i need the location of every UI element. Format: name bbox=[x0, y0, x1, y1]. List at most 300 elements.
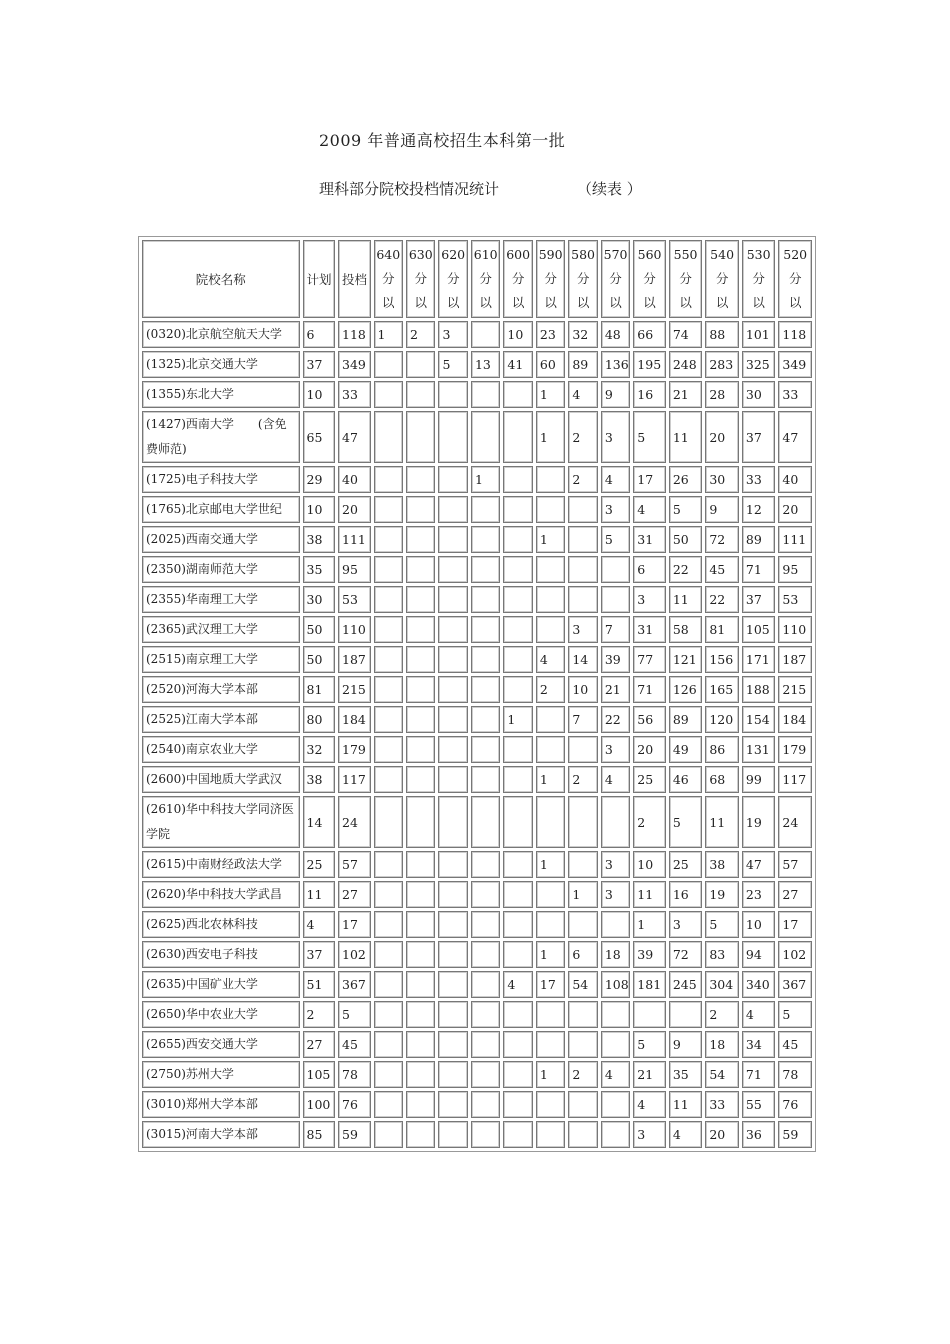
table-row bbox=[142, 706, 812, 733]
column-header: 投档 bbox=[338, 240, 371, 318]
table-cell: 367 bbox=[778, 971, 812, 998]
school-name-cell: (1725)电子科技大学 bbox=[142, 466, 300, 493]
table-cell: 6 bbox=[568, 941, 597, 968]
table-cell: 50 bbox=[303, 616, 336, 643]
table-cell bbox=[471, 1001, 500, 1028]
table-cell: 24 bbox=[338, 796, 371, 848]
table-cell: 4 bbox=[303, 911, 336, 938]
column-header: 院校名称 bbox=[142, 240, 300, 318]
table-cell: 39 bbox=[601, 646, 630, 673]
table-cell bbox=[374, 351, 403, 378]
table-cell: 13 bbox=[471, 351, 500, 378]
school-name-cell: (2615)中南财经政法大学 bbox=[142, 851, 300, 878]
table-cell: 4 bbox=[601, 1061, 630, 1088]
table-cell: 46 bbox=[669, 766, 703, 793]
table-cell: 4 bbox=[742, 1001, 776, 1028]
table-cell: 20 bbox=[633, 736, 666, 763]
table-cell: 37 bbox=[303, 941, 336, 968]
table-cell: 3 bbox=[601, 881, 630, 908]
table-cell: 20 bbox=[705, 1121, 739, 1148]
table-cell: 45 bbox=[705, 556, 739, 583]
table-cell: 66 bbox=[633, 321, 666, 348]
table-cell bbox=[601, 1091, 630, 1118]
column-header-part: 分 bbox=[788, 271, 802, 286]
table-cell: 23 bbox=[742, 881, 776, 908]
table-cell: 57 bbox=[338, 851, 371, 878]
table-cell bbox=[503, 676, 532, 703]
table-cell bbox=[471, 1061, 500, 1088]
table-cell: 71 bbox=[742, 1061, 776, 1088]
table-cell: 184 bbox=[778, 706, 812, 733]
table-cell: 245 bbox=[669, 971, 703, 998]
table-cell bbox=[503, 466, 532, 493]
table-cell bbox=[374, 466, 403, 493]
column-header-part: 分 bbox=[576, 271, 590, 286]
table-cell: 35 bbox=[303, 556, 336, 583]
column-header-part: 分 bbox=[715, 271, 729, 286]
table-row bbox=[142, 766, 812, 793]
table-cell: 60 bbox=[536, 351, 565, 378]
table-cell bbox=[503, 556, 532, 583]
table-cell: 50 bbox=[303, 646, 336, 673]
table-cell bbox=[568, 1091, 597, 1118]
table-cell bbox=[374, 381, 403, 408]
table-cell: 12 bbox=[742, 496, 776, 523]
column-header-score bbox=[438, 240, 467, 318]
table-cell: 85 bbox=[303, 1121, 336, 1148]
table-cell: 10 bbox=[303, 381, 336, 408]
table-cell bbox=[503, 646, 532, 673]
table-row bbox=[142, 736, 812, 763]
column-header-part: 分 bbox=[511, 271, 525, 286]
column-header-part: 580 bbox=[571, 247, 596, 262]
table-body bbox=[142, 321, 812, 1148]
table-cell: 32 bbox=[303, 736, 336, 763]
table-cell: 5 bbox=[338, 1001, 371, 1028]
table-cell bbox=[536, 496, 565, 523]
table-cell: 11 bbox=[669, 586, 703, 613]
table-cell: 4 bbox=[633, 496, 666, 523]
column-header-score bbox=[406, 240, 435, 318]
table-cell: 340 bbox=[742, 971, 776, 998]
table-cell: 1 bbox=[536, 766, 565, 793]
table-cell: 5 bbox=[633, 411, 666, 463]
subtitle-text: 理科部分院校投档情况统计 bbox=[319, 180, 500, 198]
table-cell: 2 bbox=[406, 321, 435, 348]
table-cell bbox=[374, 556, 403, 583]
table-cell: 16 bbox=[633, 381, 666, 408]
table-cell bbox=[438, 941, 467, 968]
table-cell bbox=[438, 706, 467, 733]
table-cell: 20 bbox=[338, 496, 371, 523]
school-name-cell: (2365)武汉理工大学 bbox=[142, 616, 300, 643]
table-cell bbox=[471, 526, 500, 553]
table-cell bbox=[503, 1061, 532, 1088]
table-cell bbox=[374, 586, 403, 613]
table-cell: 3 bbox=[601, 736, 630, 763]
table-cell bbox=[438, 851, 467, 878]
table-cell: 68 bbox=[705, 766, 739, 793]
column-header-score bbox=[471, 240, 500, 318]
table-cell bbox=[374, 1091, 403, 1118]
table-cell: 38 bbox=[303, 526, 336, 553]
table-cell: 4 bbox=[568, 381, 597, 408]
table-cell bbox=[601, 796, 630, 848]
table-cell: 110 bbox=[778, 616, 812, 643]
table-cell: 49 bbox=[669, 736, 703, 763]
table-row bbox=[142, 321, 812, 348]
table-cell bbox=[503, 1091, 532, 1118]
table-cell bbox=[536, 736, 565, 763]
table-cell: 30 bbox=[303, 586, 336, 613]
column-header-part: 以 bbox=[609, 295, 622, 310]
table-cell bbox=[471, 676, 500, 703]
column-header-part: 570 bbox=[603, 247, 628, 262]
school-name-cell: (1325)北京交通大学 bbox=[142, 351, 300, 378]
table-cell bbox=[438, 971, 467, 998]
table-cell bbox=[471, 321, 500, 348]
table-cell: 195 bbox=[633, 351, 666, 378]
table-cell: 37 bbox=[742, 411, 776, 463]
table-cell bbox=[601, 1031, 630, 1058]
table-cell bbox=[503, 736, 532, 763]
table-cell: 20 bbox=[705, 411, 739, 463]
table-cell: 78 bbox=[778, 1061, 812, 1088]
column-header-part: 分 bbox=[679, 271, 692, 286]
table-cell: 2 bbox=[568, 766, 597, 793]
table-cell: 19 bbox=[742, 796, 776, 848]
table-row bbox=[142, 1001, 812, 1028]
table-cell bbox=[406, 1001, 435, 1028]
table-cell: 19 bbox=[705, 881, 739, 908]
table-cell bbox=[471, 556, 500, 583]
column-header-part: 以 bbox=[576, 295, 590, 310]
column-header-score bbox=[669, 240, 703, 318]
table-cell: 17 bbox=[778, 911, 812, 938]
table-cell bbox=[503, 941, 532, 968]
table-cell: 1 bbox=[536, 526, 565, 553]
table-cell bbox=[503, 911, 532, 938]
column-header: 计划 bbox=[303, 240, 336, 318]
table-cell: 53 bbox=[338, 586, 371, 613]
table-row bbox=[142, 851, 812, 878]
table-cell bbox=[406, 381, 435, 408]
table-row bbox=[142, 676, 812, 703]
table-cell bbox=[471, 971, 500, 998]
table-cell: 11 bbox=[669, 411, 703, 463]
table-cell: 2 bbox=[536, 676, 565, 703]
table-cell bbox=[568, 496, 597, 523]
table-row bbox=[142, 496, 812, 523]
column-header-part: 以 bbox=[544, 295, 557, 310]
table-cell: 7 bbox=[568, 706, 597, 733]
table-cell: 22 bbox=[601, 706, 630, 733]
table-cell bbox=[568, 526, 597, 553]
table-row bbox=[142, 351, 812, 378]
table-cell: 27 bbox=[303, 1031, 336, 1058]
table-cell: 39 bbox=[633, 941, 666, 968]
table-cell: 5 bbox=[669, 496, 703, 523]
table-cell: 4 bbox=[669, 1121, 703, 1148]
table-cell: 54 bbox=[568, 971, 597, 998]
table-cell bbox=[536, 911, 565, 938]
table-cell: 5 bbox=[705, 911, 739, 938]
table-cell bbox=[406, 1121, 435, 1148]
table-cell: 121 bbox=[669, 646, 703, 673]
column-header-part: 640 bbox=[376, 247, 401, 262]
table-cell: 126 bbox=[669, 676, 703, 703]
table-cell: 65 bbox=[303, 411, 336, 463]
table-cell: 2 bbox=[568, 1061, 597, 1088]
table-cell: 57 bbox=[778, 851, 812, 878]
table-cell: 3 bbox=[601, 851, 630, 878]
table-header-row bbox=[142, 240, 812, 318]
column-header-part: 以 bbox=[715, 295, 729, 310]
table-cell: 53 bbox=[778, 586, 812, 613]
table-cell bbox=[438, 766, 467, 793]
table-cell bbox=[374, 911, 403, 938]
table-cell bbox=[601, 586, 630, 613]
table-cell bbox=[633, 1001, 666, 1028]
column-header-part: 590 bbox=[538, 247, 563, 262]
table-cell: 59 bbox=[778, 1121, 812, 1148]
column-header-part: 分 bbox=[643, 271, 656, 286]
table-cell: 102 bbox=[338, 941, 371, 968]
table-row bbox=[142, 1091, 812, 1118]
table-cell bbox=[374, 1031, 403, 1058]
table-cell bbox=[374, 706, 403, 733]
table-cell bbox=[471, 881, 500, 908]
table-cell: 38 bbox=[303, 766, 336, 793]
table-cell bbox=[438, 586, 467, 613]
table-cell: 40 bbox=[778, 466, 812, 493]
table-cell: 95 bbox=[338, 556, 371, 583]
table-cell: 5 bbox=[633, 1031, 666, 1058]
table-cell: 81 bbox=[705, 616, 739, 643]
table-cell bbox=[503, 616, 532, 643]
table-cell: 94 bbox=[742, 941, 776, 968]
table-cell bbox=[406, 881, 435, 908]
table-cell: 9 bbox=[669, 1031, 703, 1058]
table-cell bbox=[471, 586, 500, 613]
table-cell: 27 bbox=[778, 881, 812, 908]
table-cell: 165 bbox=[705, 676, 739, 703]
table-cell: 283 bbox=[705, 351, 739, 378]
column-header-part: 620 bbox=[441, 247, 466, 262]
table-cell: 45 bbox=[338, 1031, 371, 1058]
column-header-part: 600 bbox=[506, 247, 531, 262]
column-header-part: 540 bbox=[710, 247, 735, 262]
table-cell bbox=[406, 911, 435, 938]
table-cell: 11 bbox=[303, 881, 336, 908]
school-name-cell: (3010)郑州大学本部 bbox=[142, 1091, 300, 1118]
school-name-cell: (2355)华南理工大学 bbox=[142, 586, 300, 613]
table-cell: 21 bbox=[669, 381, 703, 408]
table-cell: 10 bbox=[633, 851, 666, 878]
table-cell: 171 bbox=[742, 646, 776, 673]
table-cell: 31 bbox=[633, 526, 666, 553]
table-cell: 184 bbox=[338, 706, 371, 733]
table-cell: 111 bbox=[778, 526, 812, 553]
table-row bbox=[142, 941, 812, 968]
column-header-part: 以 bbox=[382, 295, 395, 310]
table-cell: 248 bbox=[669, 351, 703, 378]
table-cell bbox=[601, 1001, 630, 1028]
table-cell: 35 bbox=[669, 1061, 703, 1088]
table-cell bbox=[438, 1121, 467, 1148]
table-cell bbox=[406, 941, 435, 968]
table-cell bbox=[503, 851, 532, 878]
table-cell: 187 bbox=[778, 646, 812, 673]
table-cell: 179 bbox=[778, 736, 812, 763]
table-cell bbox=[406, 351, 435, 378]
column-header-part: 以 bbox=[414, 295, 427, 310]
table-cell: 5 bbox=[438, 351, 467, 378]
school-name-cell: (2750)苏州大学 bbox=[142, 1061, 300, 1088]
column-header-part: 520 bbox=[783, 247, 808, 262]
table-cell: 1 bbox=[503, 706, 532, 733]
table-cell: 105 bbox=[303, 1061, 336, 1088]
table-cell bbox=[471, 496, 500, 523]
table-cell: 47 bbox=[778, 411, 812, 463]
school-name-cell: (2650)华中农业大学 bbox=[142, 1001, 300, 1028]
table-cell bbox=[438, 676, 467, 703]
table-cell: 83 bbox=[705, 941, 739, 968]
table-cell: 2 bbox=[633, 796, 666, 848]
table-cell: 101 bbox=[742, 321, 776, 348]
table-cell: 108 bbox=[601, 971, 630, 998]
table-cell: 1 bbox=[536, 851, 565, 878]
table-cell: 14 bbox=[568, 646, 597, 673]
table-cell bbox=[406, 1061, 435, 1088]
table-cell bbox=[438, 466, 467, 493]
table-cell bbox=[374, 1121, 403, 1148]
table-cell bbox=[471, 1091, 500, 1118]
table-cell bbox=[438, 526, 467, 553]
table-cell bbox=[503, 766, 532, 793]
table-cell: 23 bbox=[536, 321, 565, 348]
table-cell: 10 bbox=[303, 496, 336, 523]
table-cell bbox=[374, 736, 403, 763]
table-cell bbox=[438, 556, 467, 583]
table-cell bbox=[406, 586, 435, 613]
table-cell: 26 bbox=[669, 466, 703, 493]
table-cell: 24 bbox=[778, 796, 812, 848]
table-cell: 25 bbox=[633, 766, 666, 793]
table-cell bbox=[536, 1001, 565, 1028]
table-cell: 1 bbox=[633, 911, 666, 938]
table-cell: 74 bbox=[669, 321, 703, 348]
admission-table-container bbox=[138, 236, 816, 1152]
table-cell bbox=[374, 881, 403, 908]
table-cell: 4 bbox=[536, 646, 565, 673]
table-cell bbox=[536, 616, 565, 643]
table-cell bbox=[374, 971, 403, 998]
table-cell bbox=[438, 1031, 467, 1058]
table-cell: 10 bbox=[503, 321, 532, 348]
table-row bbox=[142, 1121, 812, 1148]
table-cell bbox=[568, 796, 597, 848]
school-name-cell: (2025)西南交通大学 bbox=[142, 526, 300, 553]
table-cell: 95 bbox=[778, 556, 812, 583]
table-cell: 325 bbox=[742, 351, 776, 378]
table-cell bbox=[374, 766, 403, 793]
table-cell: 4 bbox=[503, 971, 532, 998]
admission-table bbox=[139, 237, 815, 1151]
page-title: 2009 年普通高校招生本科第一批 bbox=[319, 131, 566, 150]
table-cell bbox=[471, 911, 500, 938]
table-cell: 22 bbox=[669, 556, 703, 583]
column-header-part: 以 bbox=[446, 295, 460, 310]
table-cell bbox=[406, 496, 435, 523]
table-cell bbox=[406, 706, 435, 733]
table-cell: 33 bbox=[742, 466, 776, 493]
table-cell: 31 bbox=[633, 616, 666, 643]
table-cell: 89 bbox=[742, 526, 776, 553]
column-header-part: 以 bbox=[679, 295, 692, 310]
table-row bbox=[142, 911, 812, 938]
table-cell bbox=[374, 646, 403, 673]
table-cell: 33 bbox=[778, 381, 812, 408]
table-cell: 78 bbox=[338, 1061, 371, 1088]
table-cell bbox=[471, 381, 500, 408]
table-cell: 349 bbox=[338, 351, 371, 378]
column-header-score bbox=[536, 240, 565, 318]
table-cell: 72 bbox=[669, 941, 703, 968]
table-cell: 72 bbox=[705, 526, 739, 553]
column-header-score bbox=[568, 240, 597, 318]
column-header-part: 以 bbox=[511, 295, 525, 310]
table-cell: 11 bbox=[705, 796, 739, 848]
table-cell: 4 bbox=[633, 1091, 666, 1118]
table-cell: 3 bbox=[568, 616, 597, 643]
table-cell bbox=[438, 796, 467, 848]
table-cell: 34 bbox=[742, 1031, 776, 1058]
table-cell: 47 bbox=[742, 851, 776, 878]
table-cell bbox=[503, 1001, 532, 1028]
table-cell bbox=[536, 881, 565, 908]
table-cell bbox=[438, 1001, 467, 1028]
page-subtitle bbox=[319, 178, 642, 199]
table-cell: 3 bbox=[633, 586, 666, 613]
table-cell: 20 bbox=[778, 496, 812, 523]
table-cell bbox=[374, 941, 403, 968]
table-cell: 89 bbox=[669, 706, 703, 733]
table-cell: 28 bbox=[705, 381, 739, 408]
table-cell: 1 bbox=[536, 411, 565, 463]
table-row bbox=[142, 796, 812, 848]
table-cell bbox=[536, 1121, 565, 1148]
table-cell: 367 bbox=[338, 971, 371, 998]
table-cell: 10 bbox=[742, 911, 776, 938]
table-cell: 45 bbox=[778, 1031, 812, 1058]
table-cell bbox=[438, 616, 467, 643]
table-row bbox=[142, 556, 812, 583]
table-cell: 5 bbox=[601, 526, 630, 553]
table-cell: 3 bbox=[438, 321, 467, 348]
table-row bbox=[142, 881, 812, 908]
table-cell bbox=[374, 1061, 403, 1088]
table-cell: 3 bbox=[633, 1121, 666, 1148]
column-header-part: 以 bbox=[643, 295, 656, 310]
table-cell: 2 bbox=[568, 466, 597, 493]
table-cell: 304 bbox=[705, 971, 739, 998]
table-cell: 105 bbox=[742, 616, 776, 643]
table-cell: 37 bbox=[303, 351, 336, 378]
school-name-cell: (2350)湖南师范大学 bbox=[142, 556, 300, 583]
table-cell: 16 bbox=[669, 881, 703, 908]
table-cell bbox=[503, 586, 532, 613]
